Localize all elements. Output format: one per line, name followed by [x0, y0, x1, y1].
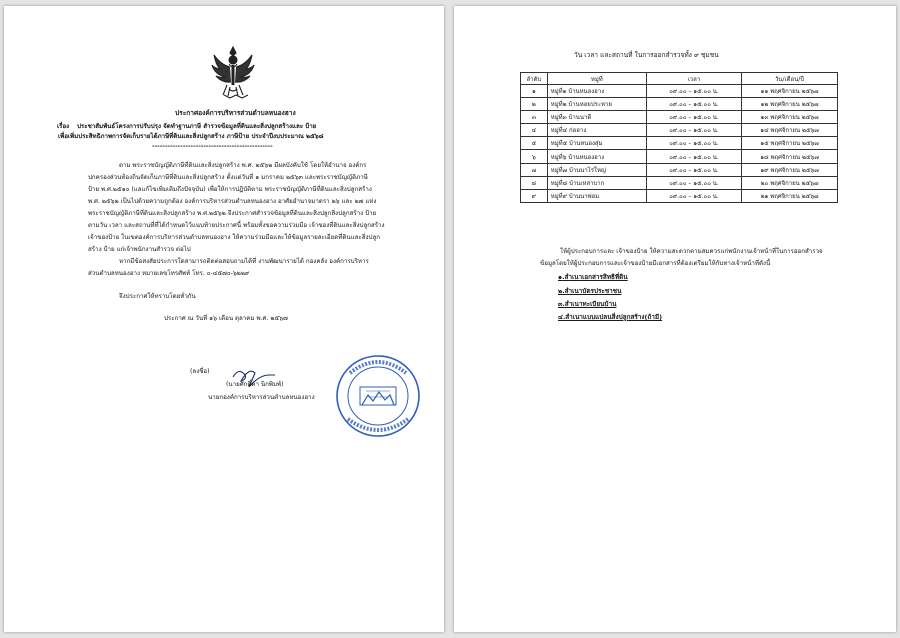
table-cell: ๐๙.๐๐ – ๑๕.๐๐ น.	[646, 137, 741, 150]
required-document-item: ๓.สำเนาทะเบียนบ้าน	[558, 300, 617, 308]
table-cell: ๓	[521, 111, 548, 124]
body-line: ตามวัน เวลา และสถานที่ที่ได้กำหนดไว้แนบท้ายประกาศนี้ พร้อมทั้งขอความร่วมมือ เจ้าของที่ดินและสิ่งปลูกสร้าง	[88, 222, 385, 229]
note-line-2: ข้อมูลโดยให้ผู้ประกอบการและเจ้าของป้ายมีเอกสารที่ต้องเตรียมให้กับทางเจ้าหน้าที่ดังนี้	[540, 260, 771, 267]
table-row	[521, 124, 838, 137]
body-line: พระราชบัญญัติภาษีที่ดินและสิ่งปลูกสร้าง พ.ศ.๒๕๖๒ จึงประกาศสำรวจข้อมูลที่ดินและสิ่งปลูกสิ่งปลูกสร้าง ป้าย	[88, 210, 377, 217]
subject-line-1: ประชาสัมพันธ์โครงการปรับปรุง จัดทำฐานภาษี สำรวจข้อมูลที่ดินและสิ่งปลูกสร้างและ ป้าย	[77, 123, 317, 130]
schedule-title: วัน เวลา และสถานที่ ในการออกสำรวจทั้ง ๙ ชุมชน	[574, 51, 719, 59]
table-cell: ๐๙.๐๐ – ๑๕.๐๐ น.	[646, 176, 741, 189]
table-cell: ๒๐ พฤศจิกายน ๒๕๖๗	[742, 176, 838, 189]
table-row	[521, 189, 838, 202]
body-line: หากมีข้อสงสัยประการใดสามารถติดต่อสอบถามได้ที่ งานพัฒนารายได้ กองคลัง องค์การบริหาร	[119, 258, 369, 265]
table-cell: หมู่ที่๙ บ้านนาพ่อม	[547, 189, 646, 202]
table-cell: ๔	[521, 124, 548, 137]
table-cell: ๑๙ พฤศจิกายน ๒๕๖๗	[742, 163, 838, 176]
official-seal-icon	[334, 353, 422, 439]
column-header: เวลา	[646, 73, 741, 85]
body-line: เจ้าของป้าย ในเขตองค์การบริหารส่วนตำบลหนองฮาง ให้ความร่วมมือและให้ข้อมูลรายละเอียดที่ดินและสิ่งปลูก	[88, 234, 380, 241]
table-cell: ๗	[521, 163, 548, 176]
subject-line-2: เพื่อเพิ่มประสิทธิภาพการจัดเก็บรายได้ภาษีที่ดินและสิ่งปลูกสร้าง ภาษีป้าย ประจำปีงบประมาณ ๒๕๖๘	[58, 133, 324, 140]
table-cell: หมู่ที่๔ ก่อฮาง	[547, 124, 646, 137]
body-line: ป้าย พ.ศ.๒๕๑๐ (แลแก้ไขเพิ่มเติมถึงปัจจุบัน) เพื่อให้การปฏิบัติตาม พระราชบัญญัติภาษีที่ดินและสิ่งปลูกสร้าง	[88, 186, 372, 193]
body-line: ตาม พระราชบัญญัติภาษีที่ดินและสิ่งปลูกสร้าง พ.ศ. ๒๕๖๒ มีผลบังคับใช้ โดยให้อำนาจ องค์กร	[119, 162, 367, 169]
schedule-page	[454, 6, 896, 632]
table-cell: ๐๙.๐๐ – ๑๕.๐๐ น.	[646, 189, 741, 202]
column-header: วัน/เดือน/ปี	[742, 73, 838, 85]
table-cell: หมู่ที่๕ บ้านหนองสุ่ม	[547, 137, 646, 150]
garuda-emblem-icon	[210, 43, 256, 101]
table-cell: หมู่ที่๗ บ้านนาไร่ใหญ่	[547, 163, 646, 176]
table-cell: ๖	[521, 150, 548, 163]
table-cell: ๐๙.๐๐ – ๑๕.๐๐ น.	[646, 150, 741, 163]
body-line: พ.ศ. ๒๕๖๒ เป็นไปด้วยความถูกต้อง องค์การบริหารส่วนตำบลหนองฮาง อาศัยอำนาจมาตรา ๒๖ และ ๒๗ แห่ง	[88, 198, 377, 205]
sign-label: (ลงชื่อ)	[190, 368, 210, 375]
table-cell: หมู่ที่๖ บ้านหนองฮาง	[547, 150, 646, 163]
table-row	[521, 150, 838, 163]
table-cell: ๑๔ พฤศจิกายน ๒๕๖๗	[742, 124, 838, 137]
body-line: สร้าง ป้าย แก่เจ้าพนักงานสำรวจ ต่อไป	[88, 246, 191, 253]
table-cell: ๑๘ พฤศจิกายน ๒๕๖๗	[742, 150, 838, 163]
signer-name: (นายศักดิ์ดา นิกพิมพ์)	[226, 381, 284, 388]
table-row	[521, 137, 838, 150]
table-cell: หมู่ที่๘ บ้านเหล่าบาก	[547, 176, 646, 189]
table-cell: ๐๙.๐๐ – ๑๕.๐๐ น.	[646, 111, 741, 124]
announcement-page	[4, 6, 444, 632]
body-line: ปกครองส่วนท้องถิ่นจัดเก็บภาษีที่ดินและสิ่งปลูกสร้าง ตั้งแต่วันที่ ๑ มกราคม ๒๕๖๓ และพระราชบัญญัติภาษี	[88, 174, 368, 181]
table-cell: ๑๒ พฤศจิกายน ๒๕๖๗	[742, 98, 838, 111]
subject-label: เรื่อง	[57, 123, 70, 130]
signer-position: นายกองค์การบริหารส่วนตำบลหนองฮาง	[208, 394, 315, 401]
table-row	[521, 163, 838, 176]
table-cell: ๒	[521, 98, 548, 111]
required-document-item: ๑.สำเนาเอกสารสิทธิที่ดิน	[558, 273, 628, 281]
table-cell: ๑๕ พฤศจิกายน ๒๕๖๗	[742, 137, 838, 150]
table-cell: ๘	[521, 176, 548, 189]
table-row	[521, 176, 838, 189]
document-title: ประกาศองค์การบริหารส่วนตำบลหนองฮาง	[175, 109, 296, 117]
table-cell: หมู่ที่๑ บ้านหนองฮาง	[547, 85, 646, 98]
column-header: ลำดับ	[521, 73, 548, 85]
body-line: ส่วนตำบลหนองฮาง หมายเลขโทรศัพท์ โทร. ๐-๔๕๗๐-๖๒๒๙	[88, 270, 250, 277]
table-cell: หมู่ที่๓ บ้านนาดี	[547, 111, 646, 124]
announce-line: จึงประกาศให้ทราบโดยทั่วกัน	[119, 293, 196, 300]
table-cell: ๐๙.๐๐ – ๑๕.๐๐ น.	[646, 124, 741, 137]
table-cell: ๐๙.๐๐ – ๑๕.๐๐ น.	[646, 85, 741, 98]
table-cell: ๑๑ พฤศจิกายน ๒๕๖๗	[742, 85, 838, 98]
separator-line: -----------------------------------------------	[152, 143, 273, 150]
date-line: ประกาศ ณ วันที่ ๑๖ เดือน ตุลาคม พ.ศ. ๒๕๖๗	[164, 315, 288, 322]
required-document-item: ๒.สำเนาบัตรประชาชน	[558, 287, 622, 295]
table-cell: ๐๙.๐๐ – ๑๕.๐๐ น.	[646, 163, 741, 176]
table-cell: ๒๑ พฤศจิกายน ๒๕๖๗	[742, 189, 838, 202]
survey-schedule-table	[520, 72, 838, 203]
table-cell: ๐๙.๐๐ – ๑๕.๐๐ น.	[646, 98, 741, 111]
table-cell: ๕	[521, 137, 548, 150]
table-row	[521, 85, 838, 98]
table-cell: ๑	[521, 85, 548, 98]
table-header-row	[521, 73, 838, 85]
column-header: หมู่ที่	[547, 73, 646, 85]
table-row	[521, 111, 838, 124]
required-document-item: ๔.สำเนาแบบแปลนสิ่งปลูกสร้าง(ถ้ามี)	[558, 313, 663, 321]
table-cell: ๑๓ พฤศจิกายน ๒๕๖๗	[742, 111, 838, 124]
table-row	[521, 98, 838, 111]
table-cell: ๙	[521, 189, 548, 202]
table-cell: หมู่ที่๒ บ้านหอยประหาย	[547, 98, 646, 111]
note-line-1: ให้ผู้ประกอบการและ เจ้าของป้าย ให้ความสะดวกตามสมควรแก่พนักงานเจ้าหน้าที่ในการออกสำรวจ	[560, 248, 823, 255]
